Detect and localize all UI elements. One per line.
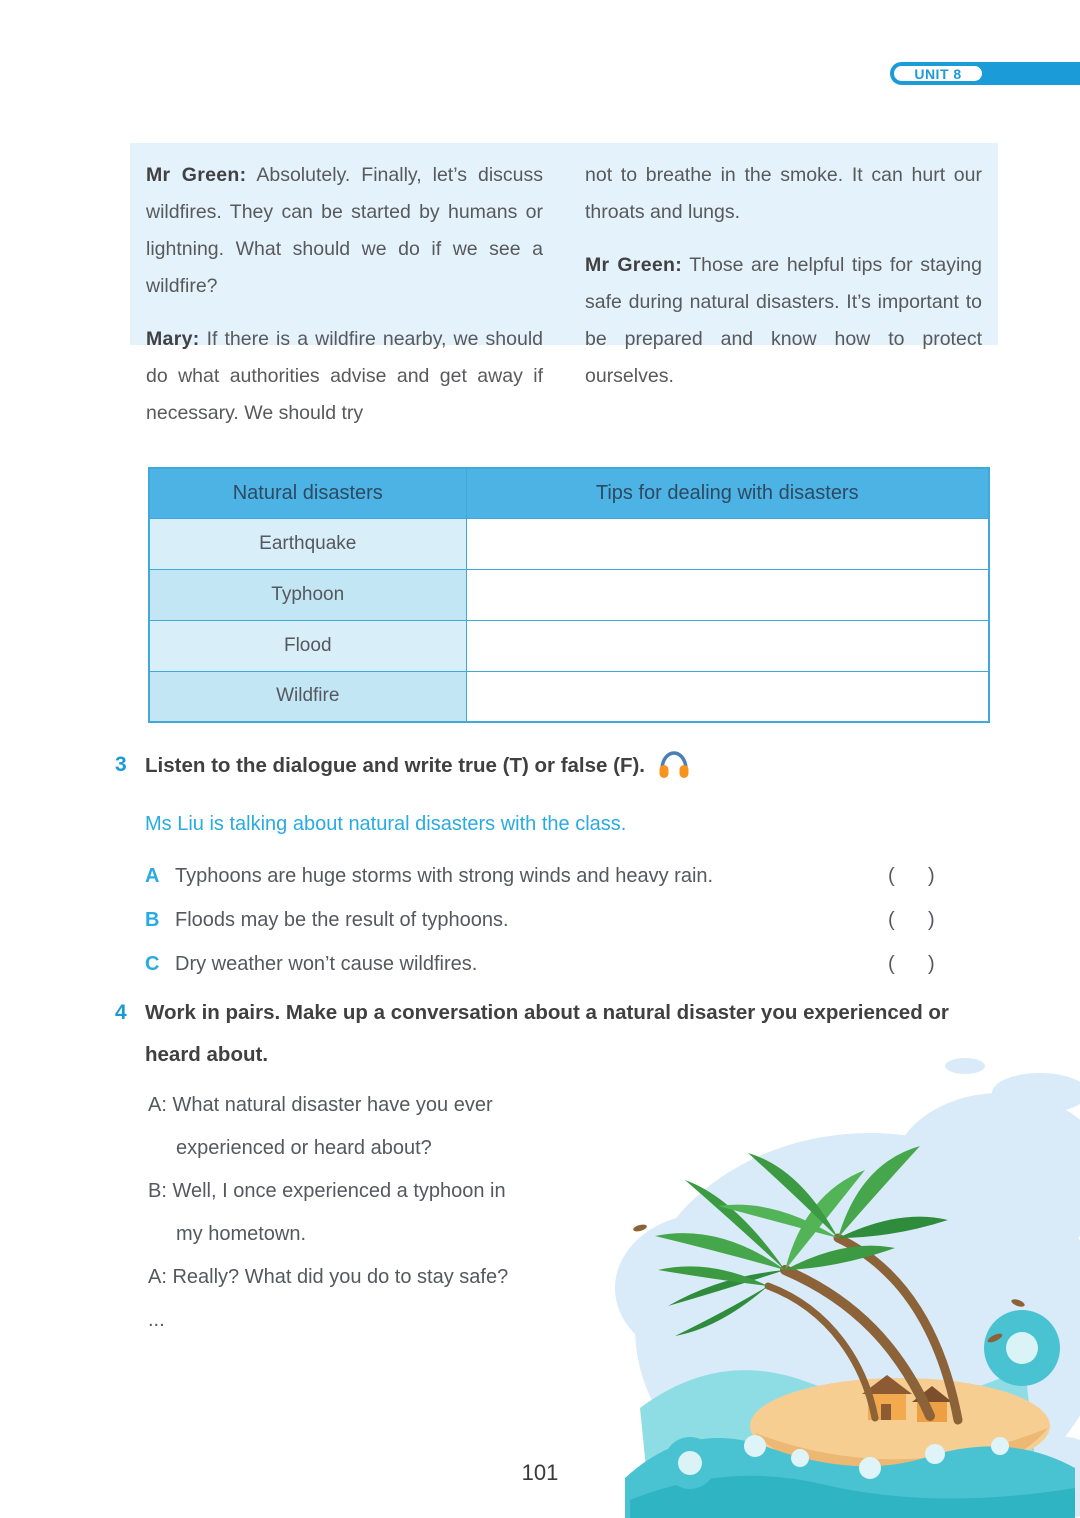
dialogue-paragraph (585, 157, 982, 231)
table-header-row (149, 468, 989, 518)
exercise-3-heading (115, 750, 995, 789)
disaster-cell: Wildfire (149, 671, 466, 722)
table-row (149, 671, 989, 722)
answer-blank: ( ) (888, 865, 935, 887)
unit-badge (892, 64, 984, 83)
exercise-3 (115, 750, 995, 986)
exercise-title (145, 750, 691, 789)
conversation-line: A: What natural disaster have you ever (148, 1094, 493, 1116)
typhoon-island-illustration (570, 1048, 1080, 1518)
tips-cell-empty (466, 518, 989, 569)
answer-blank: ( ) (888, 953, 935, 975)
dialogue-block (130, 143, 998, 448)
tips-cell-empty (466, 620, 989, 671)
page-number: 101 (521, 1460, 559, 1485)
statement-letter: A (145, 865, 160, 887)
speaker-name: Mr Green: (585, 254, 682, 276)
dialogue-right-column (585, 157, 982, 448)
dialogue-paragraph (146, 321, 543, 432)
column-header-natural-disasters: Natural disasters (149, 468, 466, 518)
dialogue-paragraph (146, 157, 543, 305)
statement-letter: B (145, 909, 160, 931)
exercise-number: 4 (115, 1001, 127, 1024)
statement-letter: C (145, 953, 160, 975)
conversation-line: ... (148, 1309, 165, 1331)
speaker-text: Those are helpful tips for staying safe during natural disasters. It’s important to be prepared and know how to protect ourselves. (585, 254, 982, 387)
exercise-title-text: Listen to the dialogue and write true (T) or false (F). (145, 754, 645, 777)
exercise-title: Work in pairs. Make up a conversation about a natural disaster you experienced or heard about. (145, 1001, 949, 1066)
statement-row (145, 854, 995, 898)
disaster-cell: Flood (149, 620, 466, 671)
unit-banner (890, 62, 1080, 85)
column-header-tips: Tips for dealing with disasters (466, 468, 989, 518)
conversation-line: B: Well, I once experienced a typhoon in (148, 1180, 506, 1202)
conversation-line: experienced or heard about? (176, 1137, 432, 1159)
disasters-table (148, 467, 990, 723)
dialogue-paragraph (585, 247, 982, 395)
table-row (149, 620, 989, 671)
headphones-icon (657, 750, 691, 789)
speaker-name: Mr Green: (146, 164, 247, 186)
unit-label: UNIT 8 (914, 65, 962, 82)
speaker-text: If there is a wildfire nearby, we should do what authorities advise and get away if necessary. We should try (146, 328, 543, 424)
statement-row (145, 942, 995, 986)
tips-cell-empty (466, 671, 989, 722)
speaker-text: Absolutely. Finally, let’s discuss wildfires. They can be started by humans or lightning. What should we do if we see a wildfire? (146, 164, 543, 297)
tips-cell-empty (466, 569, 989, 620)
disaster-cell: Earthquake (149, 518, 466, 569)
exercise-number: 3 (115, 753, 127, 776)
table-row (149, 518, 989, 569)
statement-text: Typhoons are huge storms with strong winds and heavy rain. (175, 865, 714, 887)
sample-conversation (148, 1084, 618, 1342)
answer-blank: ( ) (888, 909, 935, 931)
listening-intro: Ms Liu is talking about natural disasters with the class. (145, 813, 627, 835)
statement-text: Dry weather won’t cause wildfires. (175, 953, 478, 975)
dialogue-left-column (146, 157, 543, 448)
speaker-text: not to breathe in the smoke. It can hurt our throats and lungs. (585, 164, 982, 223)
statement-text: Floods may be the result of typhoons. (175, 909, 509, 931)
table-row (149, 569, 989, 620)
conversation-line: A: Really? What did you do to stay safe? (148, 1266, 509, 1288)
conversation-line: my hometown. (176, 1223, 307, 1245)
speaker-name: Mary: (146, 328, 200, 350)
disaster-cell: Typhoon (149, 569, 466, 620)
statement-row (145, 898, 995, 942)
